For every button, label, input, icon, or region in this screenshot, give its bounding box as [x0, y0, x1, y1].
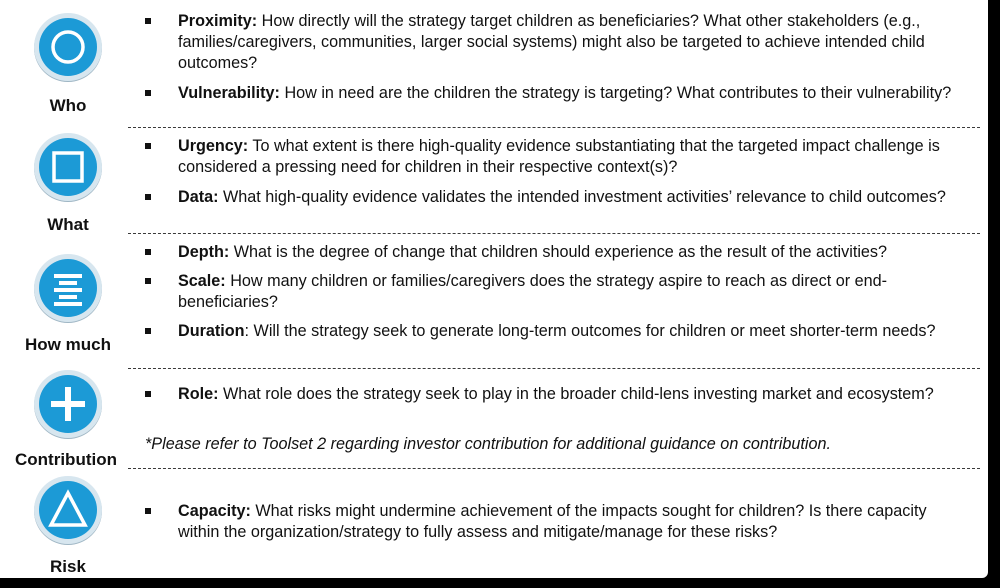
section-divider	[128, 127, 980, 128]
bullet-duration	[142, 321, 962, 342]
bullet-depth	[142, 242, 962, 263]
bullet-term: Scale:	[178, 272, 226, 290]
bullet-mark	[145, 90, 151, 96]
bullet-vulnerability	[142, 83, 962, 104]
circle-icon	[32, 11, 104, 83]
bullet-term: Depth:	[178, 243, 230, 261]
bullet-text: What role does the strategy seek to play in the broader child-lens investing market and ecosystem?	[218, 385, 934, 403]
bullet-text: How directly will the strategy target children as beneficiaries? What other stakeholders (e.g., families/caregivers, communities, larger social systems) might also be targeted to achieve intended child outcomes?	[178, 12, 925, 72]
section-label-who: Who	[49, 96, 87, 115]
bullet-mark	[145, 391, 151, 397]
section-divider	[128, 368, 980, 369]
section-label-risk: Risk	[50, 557, 86, 576]
bullet-capacity	[142, 501, 962, 543]
bullet-mark	[145, 18, 151, 24]
bullet-text: To what extent is there high-quality evidence substantiating that the targeted impact challenge is considered a pressing need for children in their respective context(s)?	[178, 137, 940, 176]
triangle-icon	[32, 474, 104, 546]
section-label-contribution: Contribution	[15, 450, 117, 469]
bullet-text: What risks might undermine achievement of the impacts sought for children? Is there capacity within the organization/strategy to fully assess and mitigate/manage for these risks?	[178, 502, 927, 541]
bullet-proximity	[142, 11, 962, 74]
bullet-text: What high-quality evidence validates the intended investment activities’ relevance to child outcomes?	[218, 188, 946, 206]
bullet-term: Duration	[178, 322, 245, 340]
bullet-mark	[145, 194, 151, 200]
risk-bullets	[142, 501, 962, 543]
bullet-text: How in need are the children the strategy is targeting? What contributes to their vulnerability?	[279, 84, 952, 102]
section-divider	[128, 233, 980, 234]
section-label-how-much: How much	[25, 335, 111, 354]
square-icon	[32, 131, 104, 203]
bullet-text: How many children or families/caregivers does the strategy aspire to reach as direct or end-beneficiaries?	[178, 272, 887, 311]
bullet-term: Capacity:	[178, 502, 251, 520]
bullet-mark	[145, 508, 151, 514]
bullet-text: What is the degree of change that children should experience as the result of the activities?	[229, 243, 888, 261]
bullet-term: Data:	[178, 188, 219, 206]
bullet-mark	[145, 143, 151, 149]
bullet-term: Proximity:	[178, 12, 258, 30]
bars-icon	[32, 252, 104, 324]
contribution-bullets	[142, 384, 962, 405]
bullet-mark	[145, 278, 151, 284]
contribution-note: *Please refer to Toolset 2 regarding investor contribution for additional guidance on contribution.	[145, 435, 831, 453]
bullet-data	[142, 187, 962, 208]
bullet-mark	[145, 249, 151, 255]
how-much-bullets	[142, 242, 962, 342]
bullet-term: Role:	[178, 385, 219, 403]
bullet-text: : Will the strategy seek to generate long-term outcomes for children or meet shorter-term needs?	[244, 322, 936, 340]
bullet-term: Vulnerability:	[178, 84, 280, 102]
who-bullets	[142, 11, 962, 104]
bullet-mark	[145, 328, 151, 334]
bullet-term: Urgency:	[178, 137, 249, 155]
plus-icon	[32, 368, 104, 440]
bullet-role	[142, 384, 962, 405]
bullet-scale	[142, 271, 962, 313]
bullet-urgency	[142, 136, 962, 178]
section-label-what: What	[47, 215, 89, 234]
section-divider	[128, 468, 980, 469]
what-bullets	[142, 136, 962, 208]
